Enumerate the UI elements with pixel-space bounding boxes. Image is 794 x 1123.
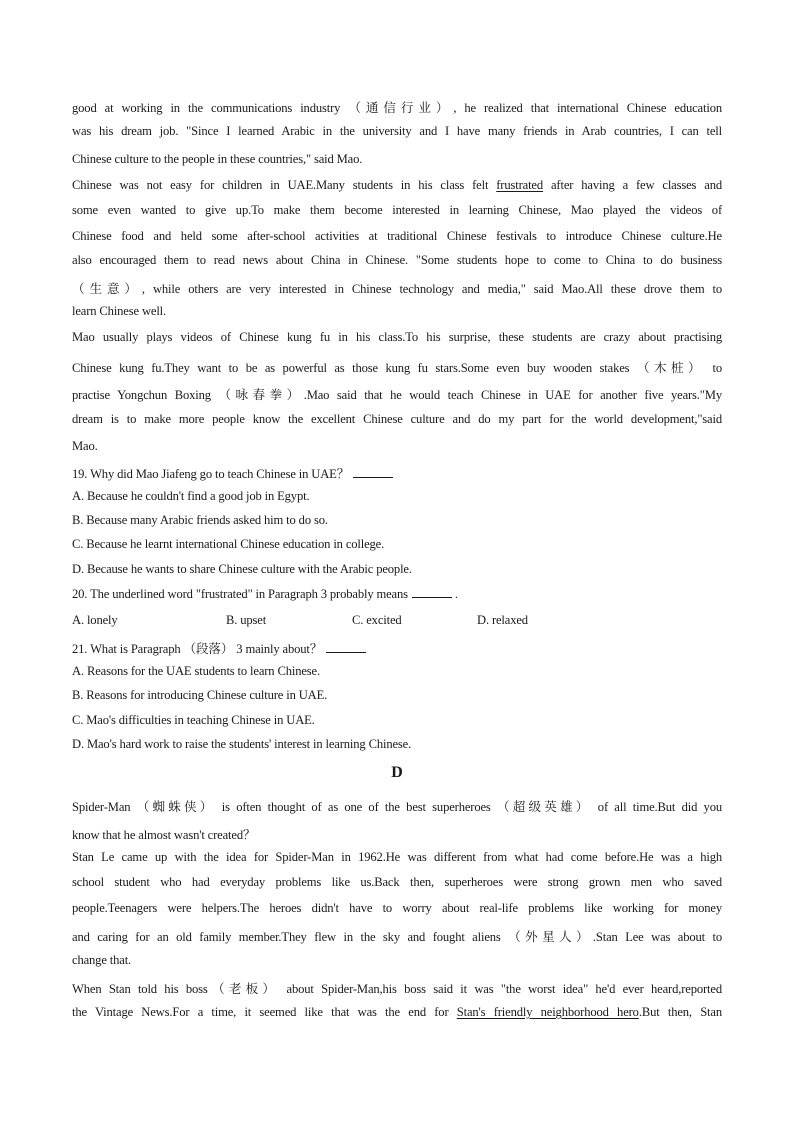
passage-line: Stan Le came up with the idea for Spider-Man in 1962.He was different from what had come before.He was a high <box>72 850 722 864</box>
passage-line: people.Teenagers were helpers.The heroes didn't have to worry about real-life problems like working for money <box>72 901 722 915</box>
question-20-stem <box>72 587 458 602</box>
question-20-option-c: C. excited <box>352 613 402 627</box>
section-heading: D <box>391 764 403 781</box>
text-segment: .But then, Stan <box>638 1005 722 1019</box>
passage-line: also encouraged them to read news about China in Chinese. "Some students hope to come to China to do business <box>72 253 722 267</box>
question-21-option-d: D. Mao's hard work to raise the students' interest in learning Chinese. <box>72 737 412 751</box>
passage-line: was his dream job. "Since I learned Arabic in the university and I have many friends in Arab countries, I can tell <box>72 124 722 138</box>
passage-line: Mao usually plays videos of Chinese kung fu in his class.To his surprise, these students are crazy about practising <box>72 330 722 344</box>
passage-line: and caring for an old family member.They flew in the sky and fought aliens （外星人）.Stan Lee was about to <box>72 930 722 944</box>
passage-line: （生意）, while others are very interested in Chinese technology and media," said Mao.All these drove them to <box>72 282 722 296</box>
passage-line <box>72 1005 722 1020</box>
passage-line: When Stan told his boss（老板） about Spider-Man,his boss said it was "the worst idea" he'd ever heard,reported <box>72 982 722 996</box>
text-segment: the Vintage News.For a time, it seemed like that was the end for <box>72 1005 457 1019</box>
question-19-option-c: C. Because he learnt international Chinese education in college. <box>72 537 385 551</box>
answer-blank[interactable] <box>326 642 366 653</box>
passage-line: Chinese food and held some after-school activities at traditional Chinese festivals to introduce Chinese culture.He <box>72 229 722 243</box>
passage-line: Mao. <box>72 439 98 453</box>
passage-line <box>72 178 722 193</box>
question-19-stem <box>72 463 393 482</box>
passage-line: practise Yongchun Boxing （咏春拳）.Mao said that he would teach Chinese in UAE for another five years."My <box>72 388 722 402</box>
answer-blank[interactable] <box>412 587 452 598</box>
question-20-option-a: A. lonely <box>72 613 118 627</box>
passage-line: some even wanted to give up.To make them become interested in learning Chinese, Mao played the videos of <box>72 203 722 217</box>
underlined-word: frustrated <box>496 178 544 192</box>
question-text: 21. What is Paragraph （段落） 3 mainly about？ <box>72 642 323 656</box>
passage-line: Chinese culture to the people in these countries," said Mao. <box>72 152 363 166</box>
question-text: 19. Why did Mao Jiafeng go to teach Chinese in UAE？ <box>72 467 350 481</box>
question-19-option-d: D. Because he wants to share Chinese culture with the Arabic people. <box>72 562 412 576</box>
question-text-end: . <box>454 587 458 601</box>
question-21-stem <box>72 638 366 657</box>
question-21-option-c: C. Mao's difficulties in teaching Chinese in UAE. <box>72 713 315 727</box>
passage-line: change that. <box>72 953 132 967</box>
text-segment: Chinese was not easy for children in UAE.Many students in his class felt <box>72 178 497 192</box>
question-text: 20. The underlined word "frustrated" in Paragraph 3 probably means <box>72 587 408 601</box>
passage-line: learn Chinese well. <box>72 304 167 318</box>
question-19-option-b: B. Because many Arabic friends asked him to do so. <box>72 513 328 527</box>
underlined-phrase: Stan's friendly neighborhood hero <box>456 1005 639 1019</box>
question-21-option-b: B. Reasons for introducing Chinese culture in UAE. <box>72 688 328 702</box>
text-segment: after having a few classes and <box>543 178 722 192</box>
answer-blank[interactable] <box>353 467 393 478</box>
passage-line: Chinese kung fu.They want to be as powerful as those kung fu stars.Some even buy wooden stakes （木桩） to <box>72 361 722 375</box>
passage-line: know that he almost wasn't created？ <box>72 828 256 842</box>
question-19-option-a: A. Because he couldn't find a good job in Egypt. <box>72 489 310 503</box>
question-20-option-b: B. upset <box>226 613 267 627</box>
passage-line: dream is to make more people know the excellent Chinese culture and do my part for the world development,"said <box>72 412 722 426</box>
passage-line: good at working in the communications industry （通信行业）, he realized that international Chinese education <box>72 101 722 115</box>
passage-line: Spider-Man （蜘蛛侠） is often thought of as one of the best superheroes （超级英雄） of all time.But did you <box>72 800 722 814</box>
question-21-option-a: A. Reasons for the UAE students to learn Chinese. <box>72 664 320 678</box>
question-20-option-d: D. relaxed <box>477 613 528 627</box>
passage-line: school student who had everyday problems like us.Back then, superheroes were strong grown men who saved <box>72 875 722 889</box>
